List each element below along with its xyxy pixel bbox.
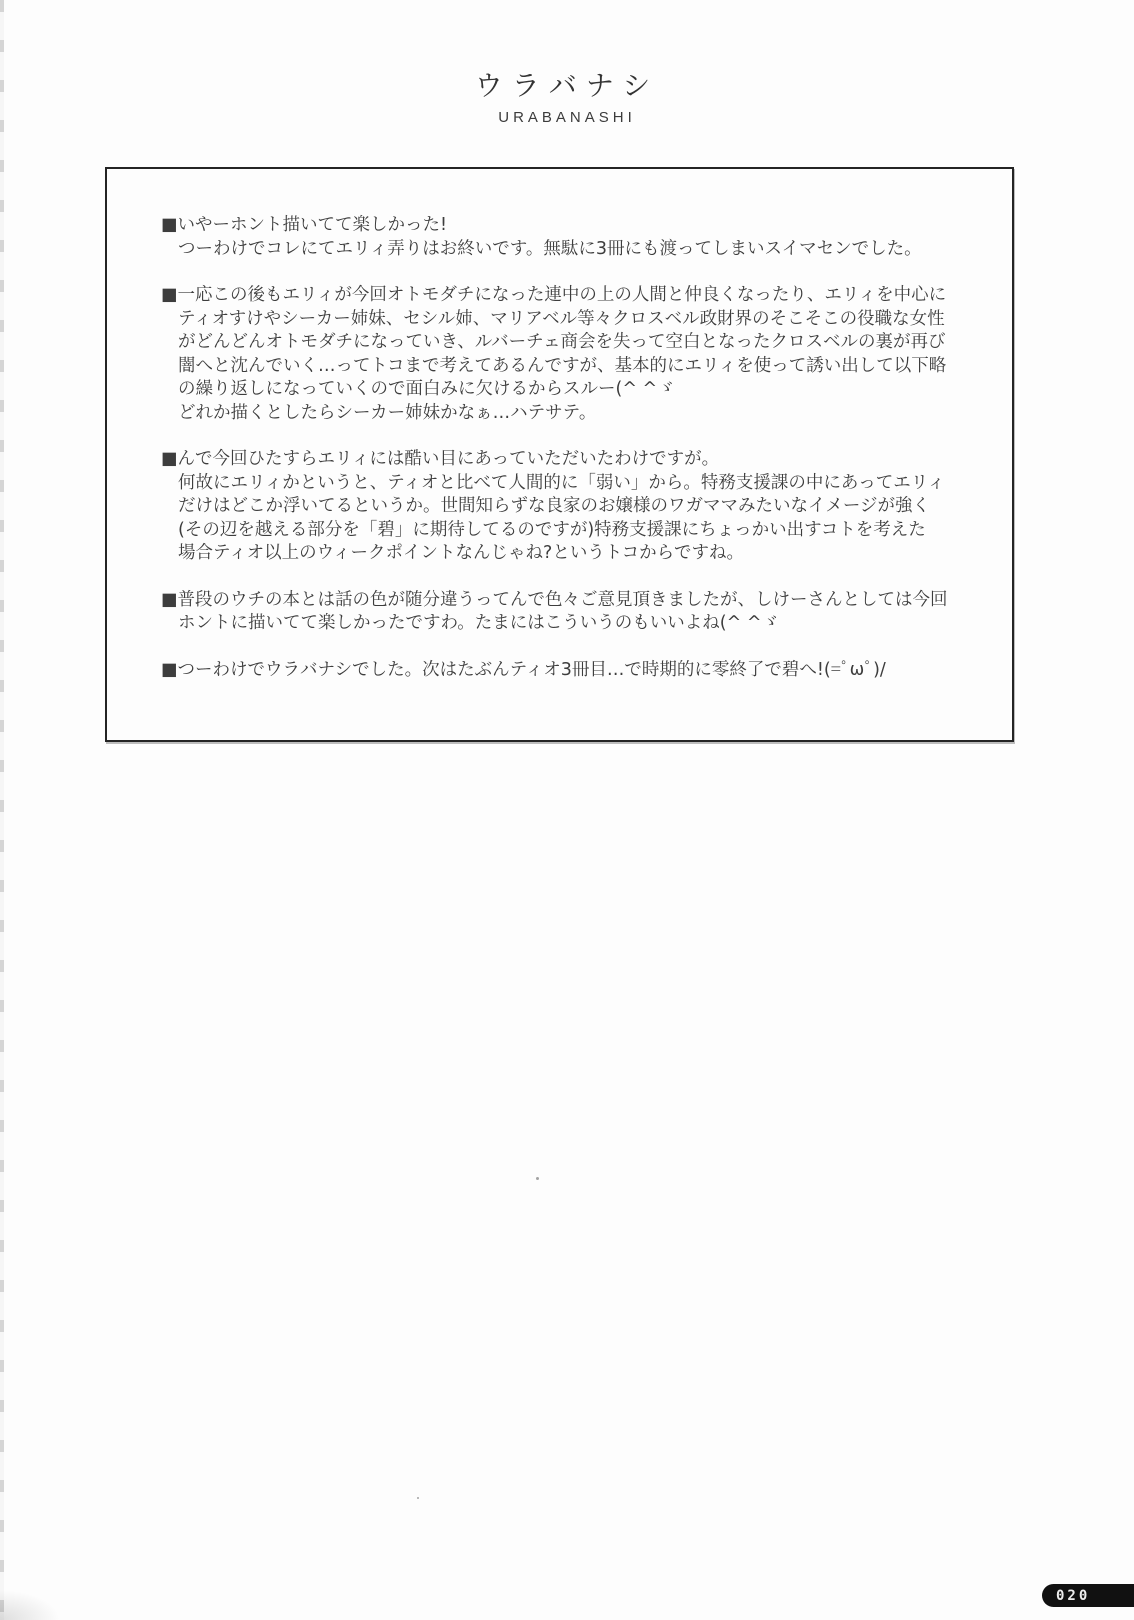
afterword-box [105,167,1014,742]
afterword-line: ■いやーホント描いてて楽しかった! [161,215,448,235]
afterword-line: ■つーわけでウラバナシでした。次はたぶんティオ3冊目…で時期的に零終了で碧へ!(=ﾟωﾟ)/ [161,659,886,680]
afterword-paragraph [161,659,978,683]
afterword-paragraph [161,284,978,425]
afterword-line: ■一応この後もエリィが今回オトモダチになった連中の上の人間と仲良くなったり、エリィを中心に [161,285,947,305]
afterword-line: どれか描くとしたらシーカー姉妹かなぁ…ハテサテ。 [178,402,597,423]
afterword-line: ■普段のウチの本とは話の色が随分違うってんで色々ご意見頂きましたが、しけーさんとしては今回 [161,589,948,610]
afterword-line: がどんどんオトモダチになっていき、ルバーチェ商会を失って空白となったクロスベルの裏が再び [178,332,946,352]
afterword-paragraph [161,448,978,566]
afterword-line: だけはどこか浮いてるというか。世間知らずな良家のお嬢様のワガママみたいなイメージが強く [178,496,930,516]
title-romaji: URABANASHI [498,109,636,126]
page-number-badge [1042,1584,1134,1607]
afterword-line: ■んで今回ひたすらエリィには酷い目にあっていただいたわけですが。 [161,449,720,469]
afterword-text [107,169,1012,682]
page-number: 020 [1056,1587,1091,1604]
afterword-line: つーわけでコレにてエリィ弄りはお終いです。無駄に3冊にも渡ってしまいスイマセンでした。 [178,238,922,259]
title-kana: ウラバナシ [474,69,660,102]
scan-speck [536,1177,539,1180]
afterword-line: 何故にエリィかというと、ティオと比べて人間的に「弱い」から。特務支援課の中にあってエリィ [178,472,946,493]
afterword-line: の繰り返しになっていくので面白みに欠けるからスルー(^ ^ゞ [178,379,675,399]
page-title [0,64,1134,126]
corner-shade-artifact [0,1590,60,1620]
afterword-line: 闇へと沈んでいく…ってトコまで考えてあるんですが、基本的にエリィを使って誘い出して以下略 [178,355,947,376]
afterword-line: ホントに描いてて楽しかったですわ。たまにはこういうのもいいよね(^ ^ゞ [178,613,780,633]
page-edge-artifact [0,0,4,1620]
afterword-line: (その辺を越える部分を「碧」に期待してるのですが)特務支援課にちょっかい出すコトを考えた [178,519,926,540]
afterword-paragraph [161,589,978,636]
afterword-line: 場合ティオ以上のウィークポイントなんじゃね?というトコからですね。 [178,543,744,563]
afterword-paragraph [161,214,978,261]
afterword-line: ティオすけやシーカー姉妹、セシル姉、マリアベル等々クロスベル政財界のそこそこの役職な女性 [178,308,945,329]
scan-speck [417,1497,419,1499]
